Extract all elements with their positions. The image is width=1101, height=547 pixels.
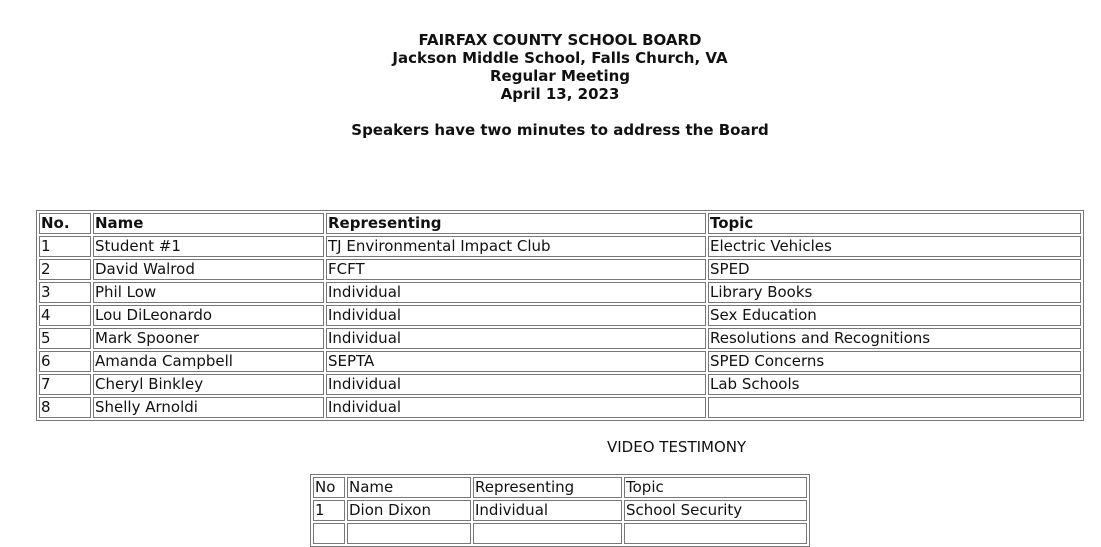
document-header xyxy=(0,31,1101,103)
column-header-representing: Representing xyxy=(473,477,622,498)
cell-name: Amanda Campbell xyxy=(93,351,324,372)
speakers-header-row xyxy=(39,213,1081,234)
table-row xyxy=(39,328,1081,349)
cell-topic: SPED xyxy=(708,259,1081,280)
cell-topic xyxy=(708,397,1081,418)
table-row xyxy=(39,374,1081,395)
cell-no: 7 xyxy=(39,374,91,395)
cell-topic: Lab Schools xyxy=(708,374,1081,395)
cell-no: 5 xyxy=(39,328,91,349)
speaker-time-note: Speakers have two minutes to address the Board xyxy=(351,121,769,139)
table-row xyxy=(39,282,1081,303)
cell-name: Mark Spooner xyxy=(93,328,324,349)
meeting-date: April 13, 2023 xyxy=(500,85,620,103)
cell-representing: SEPTA xyxy=(326,351,706,372)
meeting-location: Jackson Middle School, Falls Church, VA xyxy=(392,49,728,67)
cell-no: 4 xyxy=(39,305,91,326)
table-row xyxy=(39,397,1081,418)
cell-representing: Individual xyxy=(326,374,706,395)
cell-no: 1 xyxy=(313,500,345,521)
column-header-no: No. xyxy=(39,213,91,234)
cell-name: Shelly Arnoldi xyxy=(93,397,324,418)
cell-no: 1 xyxy=(39,236,91,257)
board-title: FAIRFAX COUNTY SCHOOL BOARD xyxy=(418,31,702,49)
table-row xyxy=(39,351,1081,372)
cell-topic: Resolutions and Recognitions xyxy=(708,328,1081,349)
cell-topic: School Security xyxy=(624,500,807,521)
cell-no: 8 xyxy=(39,397,91,418)
cell-name xyxy=(347,523,471,544)
column-header-no: No xyxy=(313,477,345,498)
cell-no: 2 xyxy=(39,259,91,280)
cell-topic: Sex Education xyxy=(708,305,1081,326)
video-testimony-heading: VIDEO TESTIMONY xyxy=(607,438,747,456)
table-row xyxy=(39,259,1081,280)
column-header-topic: Topic xyxy=(624,477,807,498)
cell-topic xyxy=(624,523,807,544)
cell-representing xyxy=(473,523,622,544)
cell-representing: FCFT xyxy=(326,259,706,280)
cell-representing: TJ Environmental Impact Club xyxy=(326,236,706,257)
column-header-name: Name xyxy=(347,477,471,498)
video-testimony-table xyxy=(310,474,810,547)
cell-representing: Individual xyxy=(473,500,622,521)
cell-name: Phil Low xyxy=(93,282,324,303)
cell-topic: Library Books xyxy=(708,282,1081,303)
cell-representing: Individual xyxy=(326,328,706,349)
column-header-topic: Topic xyxy=(708,213,1081,234)
cell-name: Lou DiLeonardo xyxy=(93,305,324,326)
table-row xyxy=(313,523,807,544)
cell-name: David Walrod xyxy=(93,259,324,280)
column-header-name: Name xyxy=(93,213,324,234)
cell-no: 6 xyxy=(39,351,91,372)
video-header-row xyxy=(313,477,807,498)
table-row xyxy=(39,236,1081,257)
cell-name: Student #1 xyxy=(93,236,324,257)
cell-no xyxy=(313,523,345,544)
cell-name: Dion Dixon xyxy=(347,500,471,521)
cell-topic: SPED Concerns xyxy=(708,351,1081,372)
cell-name: Cheryl Binkley xyxy=(93,374,324,395)
table-row xyxy=(39,305,1081,326)
cell-no: 3 xyxy=(39,282,91,303)
speakers-table xyxy=(36,210,1084,421)
cell-representing: Individual xyxy=(326,397,706,418)
cell-topic: Electric Vehicles xyxy=(708,236,1081,257)
cell-representing: Individual xyxy=(326,282,706,303)
table-row xyxy=(313,500,807,521)
cell-representing: Individual xyxy=(326,305,706,326)
meeting-type: Regular Meeting xyxy=(489,67,631,85)
column-header-representing: Representing xyxy=(326,213,706,234)
